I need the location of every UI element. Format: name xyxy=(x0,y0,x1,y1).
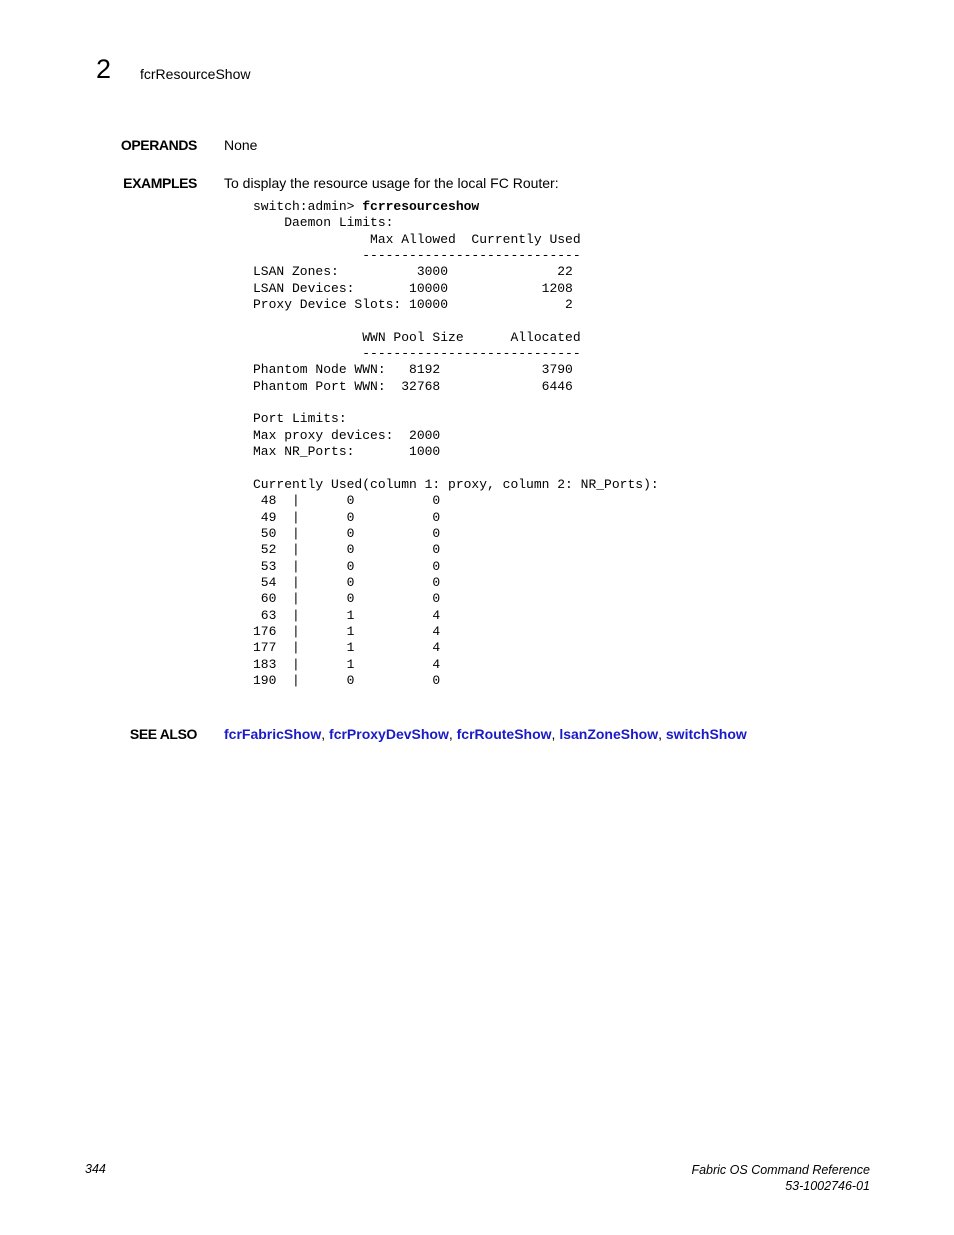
link-fcrproxydevshow[interactable]: fcrProxyDevShow xyxy=(329,726,449,742)
link-switchshow[interactable]: switchShow xyxy=(665,726,747,742)
see-also-label: SEE ALSO xyxy=(129,726,197,742)
chapter-number: 2 xyxy=(96,54,112,84)
command-output: Daemon Limits: Max Allowed Currently Used ---------------------------- LSAN Zones: 3000 22 LSAN Devices: 10000 1208 Proxy Device Slots: 10000 2 WWN Pool Size Allocated ---------------------------- Phantom Node WWN: 8192 3790 Phantom Port WWN: 32768 6446 Port Limits: Max proxy devices: 2000 Max NR_Ports: 1000 Currently Used(column 1: proxy, column 2: NR_Ports): 48 | 0 0 49 | 0 0 50 | 0 0 52 | 0 0 53 | 0 0 54 | 0 0 60 | 0 0 63 | 1 4 176 | 1 4 177 | 1 4 183 | 1 4 190 | 0 0 xyxy=(253,215,659,688)
command-prompt: switch:admin> xyxy=(253,199,363,214)
operands-text: None xyxy=(224,137,258,153)
link-fcrfabricshow[interactable]: fcrFabricShow xyxy=(224,726,322,742)
examples-intro: To display the resource usage for the local FC Router: xyxy=(224,175,559,191)
examples-label: EXAMPLES xyxy=(123,175,197,191)
link-separator: , xyxy=(321,726,330,742)
command-output-block xyxy=(253,199,659,689)
link-fcrrouteshow[interactable]: fcrRouteShow xyxy=(456,726,552,742)
footer-page-number: 344 xyxy=(85,1162,106,1176)
link-separator: , xyxy=(448,726,457,742)
footer-right xyxy=(691,1162,870,1194)
operands-label: OPERANDS xyxy=(120,137,197,153)
command-name: fcrresourceshow xyxy=(362,199,480,214)
link-separator: , xyxy=(658,726,666,742)
footer-doc-number: 53-1002746-01 xyxy=(785,1179,870,1193)
see-also-links xyxy=(224,726,747,742)
link-separator: , xyxy=(551,726,560,742)
running-title: fcrResourceShow xyxy=(140,66,251,82)
link-lsanzoneshow[interactable]: lsanZoneShow xyxy=(559,726,659,742)
footer-book-title: Fabric OS Command Reference xyxy=(691,1163,870,1177)
